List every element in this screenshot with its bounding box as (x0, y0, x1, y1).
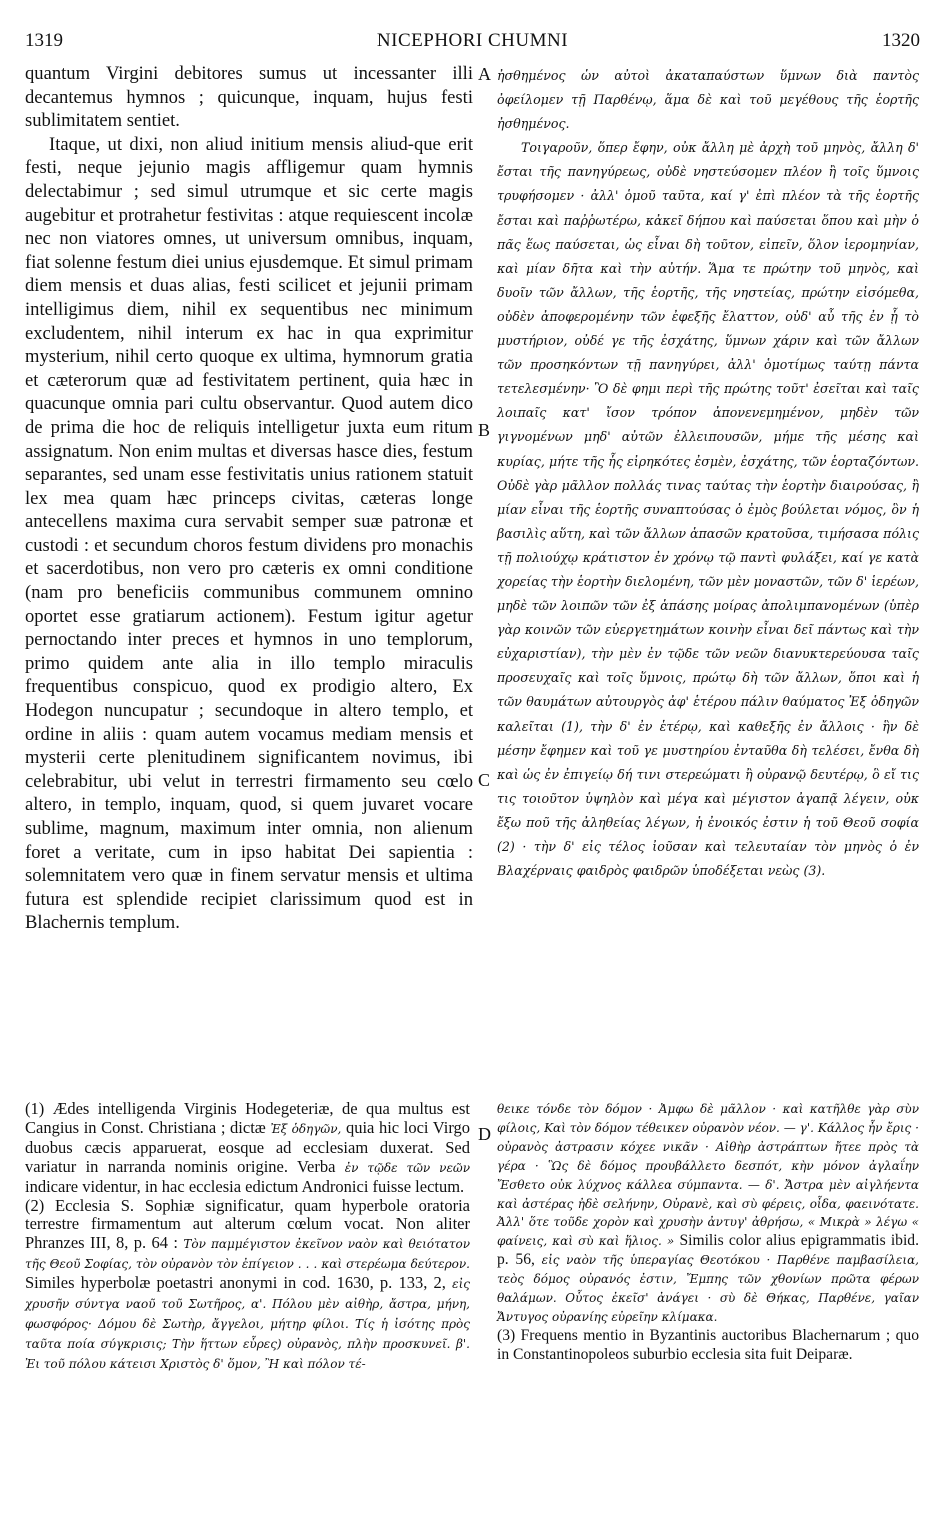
page-number-right: 1320 (882, 30, 920, 51)
footnote-2: (2) Ecclesia S. Sophiæ significatur, quam hyperbole oratoria terrestre firmamentum aut alterum cœlum vocat. Non aliter Phranzes III, 8, p. 64 : Τὸν παμμέγιστον ἐκεῖνον ναὸν καὶ θειότατον τῆς Θεοῦ Σοφίας, τὸν οὐρανὸν τὸν ἐπίγειον . . . καὶ στερέωμα δεύτερον. Similes hyperbolæ poetastri anonymi in cod. 1630, p. 133, 2, εἰς χρυσῆν σύντγα ναοῦ τοῦ Σωτῆρος, α'. Πόλου μὲν αἰθὴρ, ἄστρα, μήνη, φωσφόρος· Δόμου δὲ Σωτὴρ, ἄγγελοι, μήτηρ φίλοι. Τίς ἡ ἰσότης πρὸς ταῦτα ποία σύγκρισις; Τὴν ἥττων εὗρες) οὐρανὸς, πλὴν προσκυνεῖ. β'. Ἐι τοῦ πόλου κάτεισι Χριστὸς δ' ὅμον, Ἢ καὶ πόλον τέ- (25, 1195, 470, 1371)
page-number-left: 1319 (25, 30, 63, 51)
margin-marker-a: A (478, 64, 491, 84)
latin-column (25, 62, 473, 934)
footnote-1: (1) Ædes intelligenda Virginis Hodegeteriæ, de qua multus est Cangius in Const. Christiana ; dictæ Ἐξ ὁδηγῶν, quia hic loci Virgo duobus cæcis apparuerat, eosque ad ecclesiam duxerat. Sed variatur in narranda nominis origine. Verba ἐν τῷδε τῶν νεῶν indicare videntur, in hac ecclesia edictum Andronici fuisse lectum. (25, 1099, 471, 1196)
greek-paragraph-1: ἠσθημένος ὡν αὐτοὶ ἀκαταπαύστων ὕμνων διὰ παντὸς ὀφείλομεν τῇ Παρθένῳ, ἅμα δὲ καὶ τοῦ μεγέθους τῆς ἑορτῆς ἠσθημένος. (497, 68, 919, 132)
running-header (25, 30, 920, 56)
running-title: NICEPHORI CHUMNI (376, 30, 569, 51)
footnotes-right (497, 1100, 919, 1520)
margin-marker-d: D (478, 1124, 491, 1144)
latin-paragraph-2: Itaque, ut dixi, non aliud initium mensis aliud-que erit festi, neque jejunio magis affligemur quam hymnis delectabimur ; sed simul utrumque et sic certe magis augebitur et protrahetur festivitas : atque requiescent incolæ nec non viatores omnes, ut universum omnibus, inquam, fiat solenne festum diei unius ejusdemque. Et simul primam diem mensis et duas alias, festi scilicet et jejunii primam intelligimus diem, nihil ex sequentibus nec minimum excludentem, nihil interum ex hac in qua exprimitur mysterium, nihil certo quoque ex ultima, hymnorum gratia et cæterorum quæ ad festivitatem pertinent, quia hæc in quacunque omnia pari cultu observantur. Quod autem dico de prima die hoc de reliquis intelligetur juxta eum ritum assignatum. Non enim multas et diversas hasce dies, festum separantes, sed unam esse festivitatis unius rationem statuit lex mea quam hæc princeps civitas, cæteras longe antecellens maxima cura servabit semper suæ patronæ et custodi : et secundum choros festum dividens pro monachis et sacerdotibus, non vero pro cæteris ex omni conditione (nam pro beneficiis communibus communem omnino oportet esse gratiarum actionem). Festum igitur agetur pernoctando inter preces et hymnos in uno templorum, primo quidem ante alia in illo templo miraculis frequentibus conspicuo, quod ex prodigio altero, Ex Hodegon nuncupatur ; secundoque in altero templo, et ordine in aliis : quam autem vocamus mediam mensis et mysterii certe plenitudinem significantem novimus, ibi celebrabitur, ubi velut in terrestri firmamento seu cœlo altero, in templo, inquam, quod, si quem juvaret vocare sublime, magnum, maximum inter omnia, non alienum foret a veritate, cum in ipso habitat Dei sapientia : solemnitatem vero quæ in finem servatur mensis et ultima futura est splendide recipiet clarissimum quod est in Blachernis templum. (25, 133, 473, 934)
greek-column (497, 64, 919, 1094)
margin-marker-b: B (478, 420, 491, 440)
margin-marker-c: C (478, 770, 491, 790)
footnote-2-continued: θεικε τόνδε τὸν δόμον · Ἀμφω δὲ μᾶλλον · καὶ κατῆλθε γὰρ σὺν φίλοις, Καὶ τὸν δόμον τέθεικεν οὐρανὸν νέον. — γ'. Κάλλος ἦν ἔρις · οὐρανὸς ἀστρασιν κόχεε νικᾶν · Αἰθὴρ ἀστράπτων ἤτεε πρὸς τὰ γέρα · Ὣς δὲ δόμος προυβάλλετο δεσπότ, κὴν μόνον ἀγλαΐην Ἔσθετο οὐκ λύχνος κάλλεα σύμπαντα. — δ'. Ἄστρα μὲν αἰγλήεντα καὶ ἀστέρας ἠδὲ σελήνην, Οὐρανὲ, καὶ σὺ φέρεις, οἶδα, φαεινότατε. Ἀλλ' ὅτε τοῦδε χορὸν καὶ χρυσὴν ἀντυγ' ἀθρήσω, « Μικρὰ » λέγω « φαίνεις, καὶ σὺ καὶ ἥλιος. » Similis color alius epigrammatis ibid. p. 56, εἰς ναὸν τῆς ὑπεραγίας Θεοτόκου · Παρθένε παμβασίλεια, τεὸς δόμος οὐρανός ἐστιν, Ἔμπης τῶν χθονίων πρῶτα φέρων θαλάμων. Οὗτος ἐκεῖσ' ἀνάγει · σὺ δὲ Θήκας, Παρθένε, γαῖαν Ἄντυγος οὐρανίης εὐρεῖην κλίμακα. (497, 1102, 919, 1324)
latin-paragraph-1: quantum Virgini debitores sumus ut incessanter illi decantemus hymnos ; quicunque, inquam, hujus festi sublimitatem sentiet. (25, 63, 473, 132)
greek-paragraph-2: Τοιγαροῦν, ὅπερ ἔφην, οὐκ ἄλλη μὲ ἀρχὴ τοῦ μηνὸς, ἄλλη δ' ἔσται τῆς πανηγύρεως, οὐδὲ νηστεύσομεν πλέον ἢ τοῖς ὕμνοις τρυφήσομεν · ἀλλ' ὁμοῦ ταῦτα, καί γ' ἐπὶ πλέον τὰ τῆς ἑορτῆς ἔσται καὶ παῤῥωτέρω, κἀκεῖ δήπου καὶ παύσεται ὅπου καὶ μὴν ὁ πᾶς ἕως παύσεται, ὡς εἶναι δὴ τοῦτον, εἰπεῖν, ὅλον ἱερομηνίαν, καὶ μίαν δῆτα καὶ τὴν αὐτήν. Ἅμα τε πρώτην τοῦ μηνὸς, καὶ δυοῖν τῶν ἄλλων, τῆς ἑορτῆς, τῆς νηστείας, πρώτην εἰσόμεθα, οὐδὲν ἀποφερομένην τῶν ἐφεξῆς ἔλαττον, οὐδ' αὖ τῆς ἐν ᾗ τὸ μυστήριον, οὐδέ γε τῆς ἐσχάτης, ὕμνων χάριν καὶ τῶν ἄλλων τῶν προσηκόντων τῇ πανηγύρει, ἀλλ' ὁμοτίμως ταύτῃ πάντα τετελεσμένην· Ὃ δὲ φημι περὶ τῆς πρώτης τοῦτ' ἐσεῖται καὶ ταῖς λοιπαῖς κατ' ἴσον τρόπον ἀπονενεμημένον, μηδὲν τῶν γιγνομένων μηδ' αὐτῶν ἐλλειπουσῶν, μήμε τῆς μέσης καὶ κυρίας, μήτε τῆς ἧς εἰρηκότες ἐσμὲν, ἐσχάτης, τῶν ἑορταζόντων. Οὐδὲ γὰρ μᾶλλον πολλάς τινας ταύτας τὴν ἑορτὴν διαιρούσας, ἢ μίαν εἶναι τῆς ἑορτῆς συναπτούσας ὁ ἐμὸς βούλεται νόμος, ὃν ἡ βασιλὶς αὕτη, καὶ τῶν ἄλλων ἁπασῶν κρατοῦσα, τιμήσασα πόλις τῇ πολιούχῳ κράτιστον ἐν χρόνῳ τῷ παντὶ φυλάξει, καί γε κατὰ χορείας τὴν ἑορτὴν διελομένη, τῶν μὲν μοναστῶν, τῶν δ' ἱερέων, μηδὲ τῶν λοιπῶν τῶν ἐξ ἁπάσης μοίρας ἀπολιμπανομένων (ὑπὲρ γὰρ κοινῶν τῶν εὐεργετημάτων κοινὴν εἶναι δεῖ πάντως καὶ τὴν εὐχαριστίαν), τὴν μὲν ἐν τῷδε τῶν νεῶν διανυκτερεύουσα ταῖς προσευχαῖς καὶ τοῖς ὕμνοις, πρώτῳ δὴ τῶν ἄλλων, ὅποι καὶ ἡ τῶν θαυμάτων αὐτουργὸς ἀφ' ἑτέρου πάλιν θαύματος Ἐξ ὁδηγῶν καλεῖται (1), τὴν δ' ἐν ἑτέρῳ, καὶ καθεξῆς ἐν ἄλλοις · ἣν δὲ μέσην ἔφημεν καὶ τοῦ γε μυστηρίου ἐνταῦθα δὴ τελέσει, ἔνθα δὴ καὶ ὡς ἐν ἐπιγείῳ δή τινι στερεώματι ἢ οὐρανῷ δευτέρῳ, ὃ εἴ τις τις τοιοῦτον ὑψηλὸν καὶ μέγα καὶ μέγιστον ἀγαπᾷ λέγειν, οὐκ ἔξω ποῦ τῆς ἀληθείας λέγων, ἡ ἐνοικός ἐστιν ἡ τοῦ Θεοῦ σοφία (2) · τὴν δ' εἰς τέλος ἰοῦσαν καὶ τελευταίαν τὸν μηνὸς ὁ ἐν Βλαχέρναις φαιδρὸς φαιδρῶν ὑποδέξεται νεὼς (3). (497, 140, 919, 879)
footnote-3: (3) Frequens mentio in Byzantinis auctoribus Blachernarum ; quo in Constantinopoleos suburbio ecclesia sita fuit Deiparæ. (497, 1326, 919, 1363)
footnotes-left (25, 1100, 470, 1520)
